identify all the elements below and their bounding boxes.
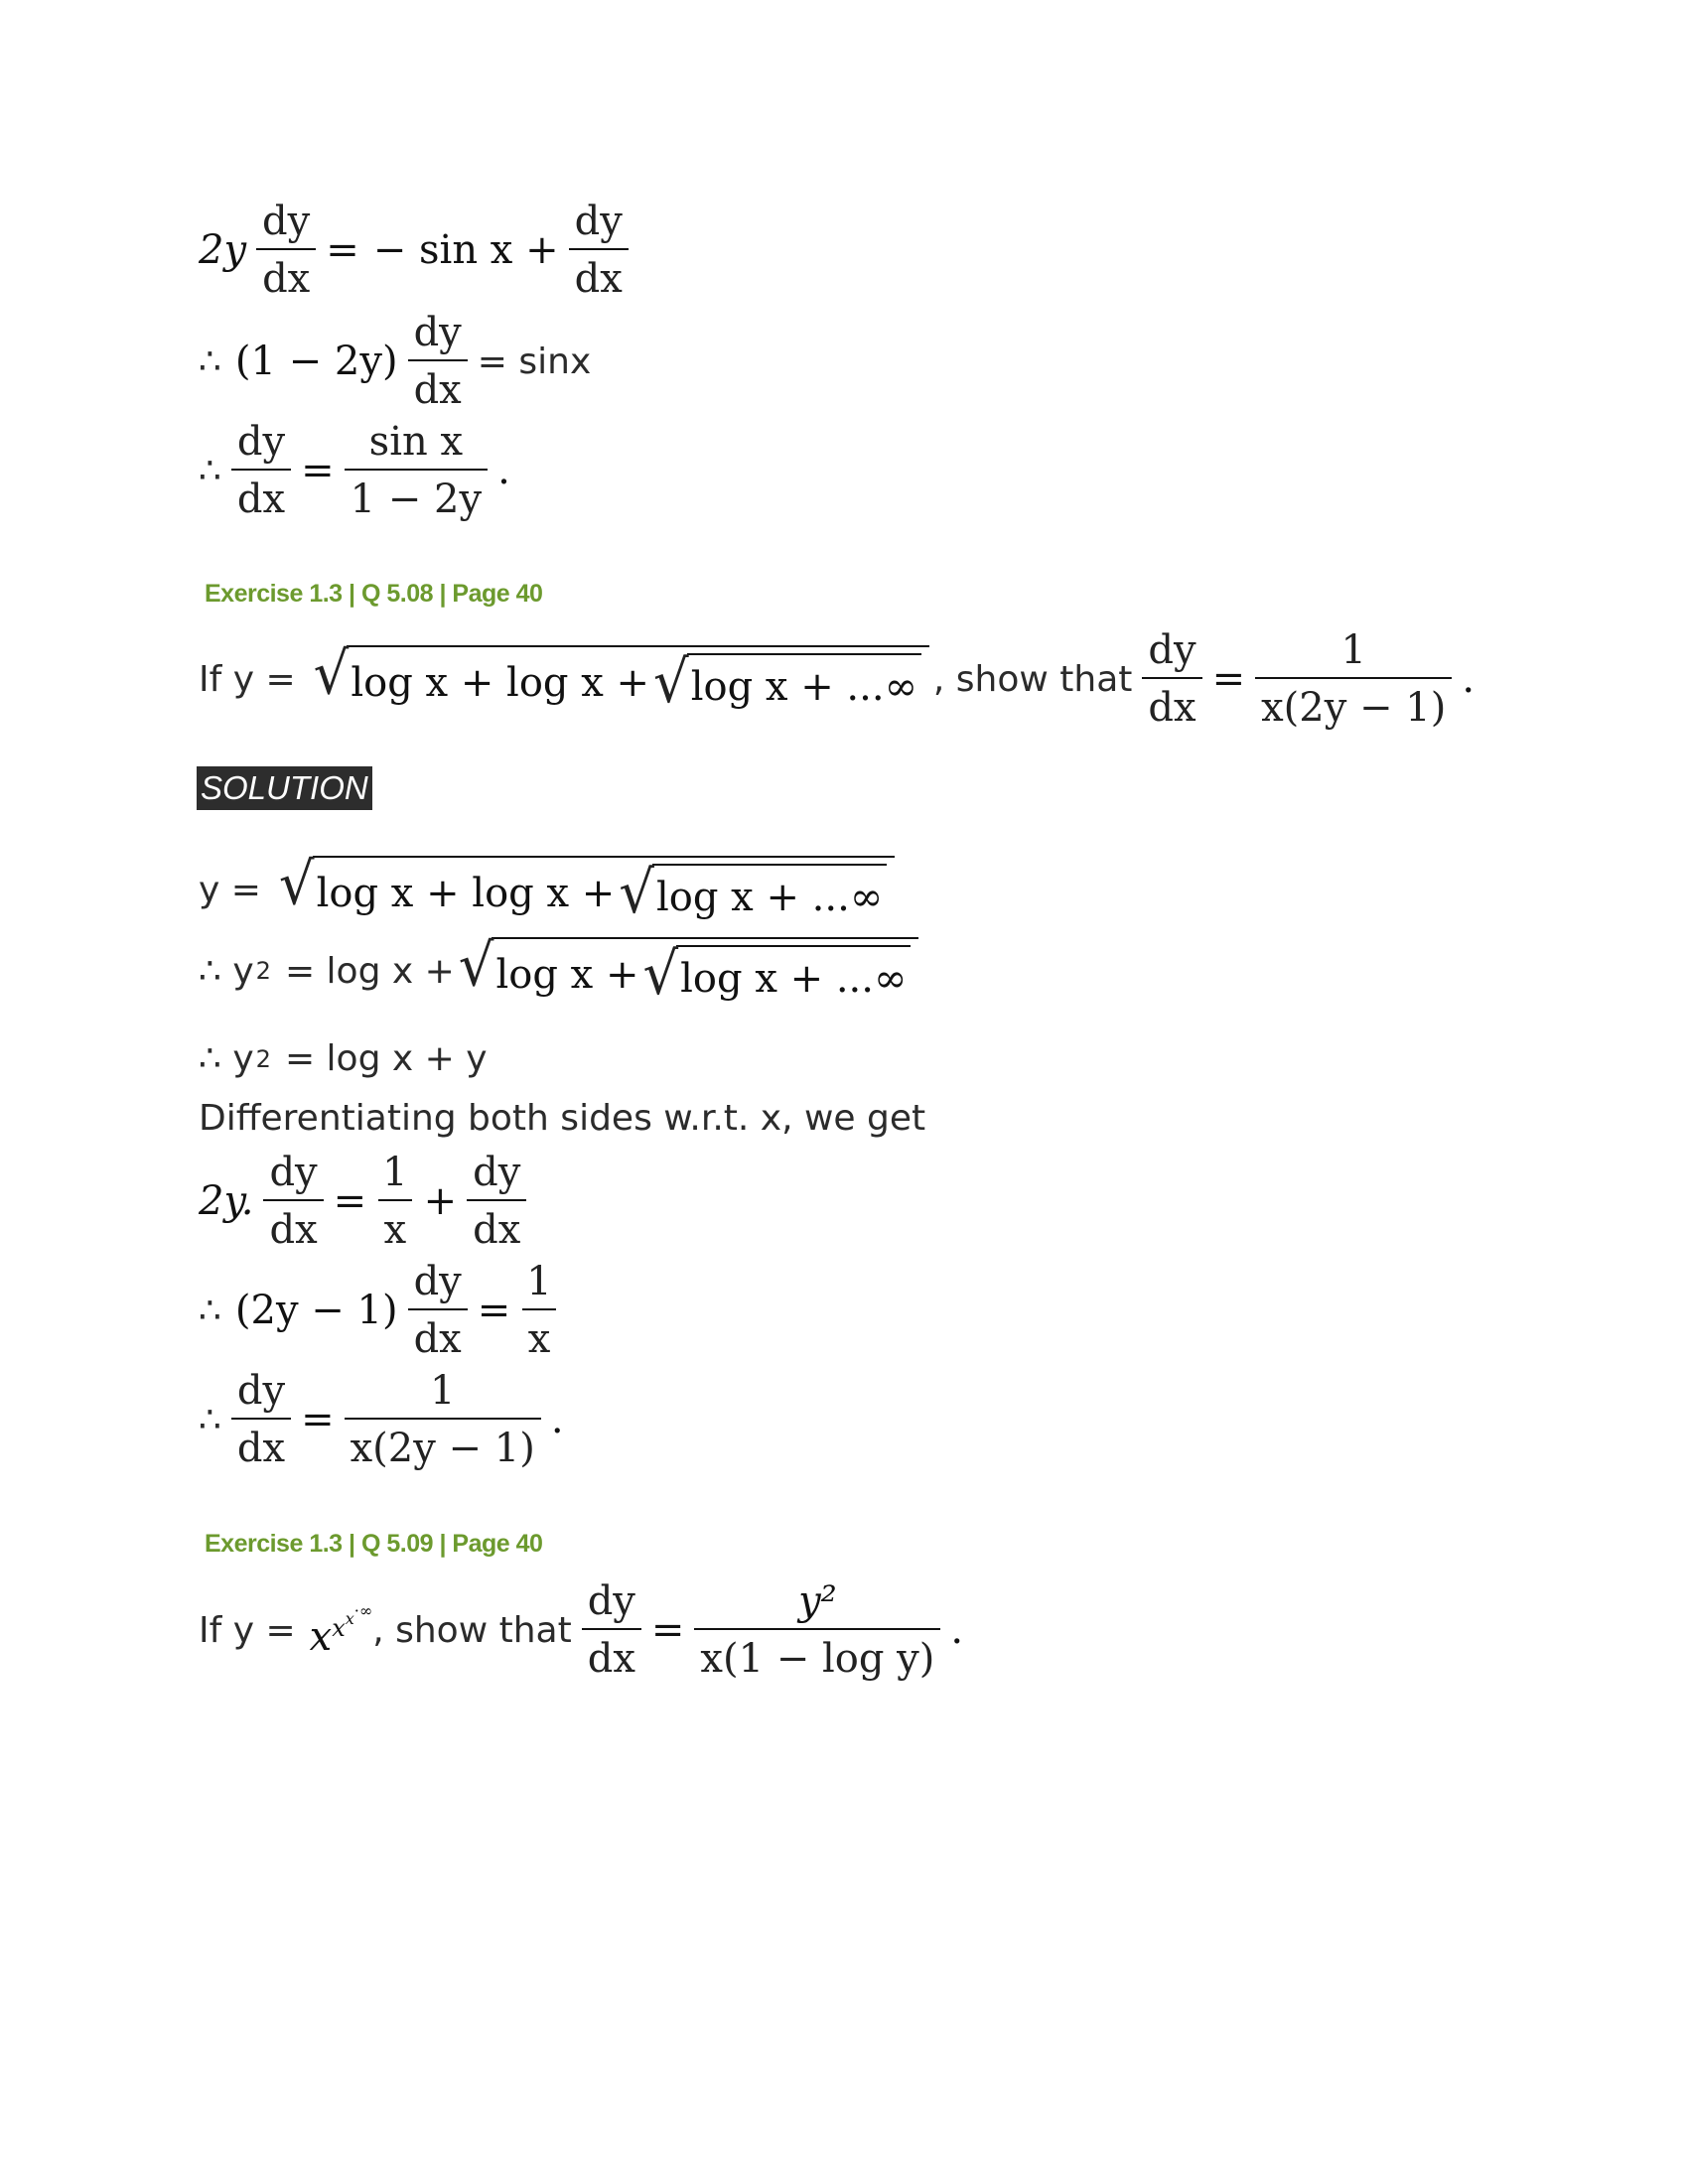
fraction-dy-dx: $\frac{dy}{dx}$ (569, 199, 629, 302)
exercise-label: Exercise 1.3 | Q 5.08 | Page 40 (205, 580, 543, 608)
fraction-dy-dx: $\frac{dy}{dx}$ (408, 1259, 468, 1362)
fraction-one-over-x: $\frac{1}{x}$ (520, 1259, 557, 1362)
question-508: If y = √ log x + log x + √ log x + ...∞ , show that $\frac{dy}{dx}$ = $\frac{1}{x(2y - 1)}$ . (199, 627, 1476, 731)
fraction-dy-dx: $\frac{dy}{dx}$ (1142, 627, 1201, 731)
solution-line-1: y = √ log x + log x + √ log x + ...∞ (199, 856, 899, 923)
equals-sign: = (1211, 656, 1246, 702)
question-mid: , show that (932, 658, 1133, 700)
fraction-dy-dx: $\frac{dy}{dx}$ (256, 199, 316, 302)
solution-text: Differentiating both sides w.r.t. x, we get (199, 1098, 926, 1139)
question-prefix: If y = (199, 1609, 296, 1651)
question-mid: , show that (372, 1609, 572, 1651)
fraction-dy-dx: $\frac{dy}{dx}$ (231, 1368, 291, 1471)
solution-line-3: ∴ y 2 = log x + y (199, 1038, 488, 1079)
solution-label: SOLUTION (197, 766, 372, 810)
nested-root: √ log x + log x + √ log x + ...∞ (279, 856, 895, 923)
fraction-one-over-x: $\frac{1}{x}$ (376, 1150, 413, 1253)
question-prefix: If y = (199, 658, 296, 700)
therefore-symbol: ∴ (199, 341, 221, 382)
equation-line-2 (199, 310, 591, 413)
exercise-label: Exercise 1.3 | Q 5.09 | Page 40 (205, 1530, 543, 1558)
equals-sign: = (326, 227, 359, 273)
power-tower: $x^{xx\cdot\infty}$ (309, 1600, 373, 1660)
equation-line-3: ∴ $\frac{dy}{dx}$ = $\frac{\text{sin x}}{1 - 2y}$ . (199, 419, 510, 522)
solution-line-7: ∴ $\frac{dy}{dx}$ = $\frac{1}{x(2y - 1)}$ . (199, 1368, 564, 1471)
fraction-dy-dx: $\frac{dy}{dx}$ (467, 1150, 526, 1253)
fraction-dy-dx: $\frac{dy}{dx}$ (582, 1578, 641, 1682)
therefore-symbol: ∴ (199, 450, 221, 491)
fraction-result: $\frac{1}{x(2y - 1)}$ (1255, 627, 1452, 731)
solution-line-6: ∴ (2y − 1) $\frac{dy}{dx}$ = $\frac{1}{x}$ (199, 1259, 568, 1362)
solution-line-5: 2y. $\frac{dy}{dx}$ = $\frac{1}{x}$ + $\frac{dy}{dx}$ (199, 1150, 536, 1253)
fraction-result: $\frac{\text{sin x}}{1 - 2y}$ (345, 419, 488, 522)
fraction-result: $\frac{1}{x(2y - 1)}$ (345, 1368, 541, 1471)
fraction-dy-dx: $\frac{dy}{dx}$ (408, 310, 468, 413)
nested-root: √ log x + √ log x + ...∞ (459, 937, 919, 1005)
factor: (1 − 2y) (234, 339, 398, 384)
equation-line-1 (199, 199, 638, 302)
fraction-dy-dx: $\frac{dy}{dx}$ (263, 1150, 323, 1253)
nested-root: √ log x + log x + √ log x + ...∞ (314, 645, 929, 713)
expression: − sin x + (372, 227, 559, 273)
solution-line-2: ∴ y 2 = log x + √ log x + √ log x + ...∞ (199, 937, 922, 1005)
expression: = sinx (477, 341, 592, 382)
equals-sign: = (301, 448, 335, 493)
fraction-dy-dx: $\frac{dy}{dx}$ (231, 419, 291, 522)
fraction-result: $\frac{\text{y²}}{\text{x(1 − log y)}}$ (694, 1578, 940, 1682)
question-509: If y = $x^{xx\cdot\infty}$ , show that $\frac{dy}{dx}$ = $\frac{\text{y²}}{\text{x(1 − log y)}}$ . (199, 1578, 964, 1682)
coefficient: 2y (199, 227, 247, 273)
